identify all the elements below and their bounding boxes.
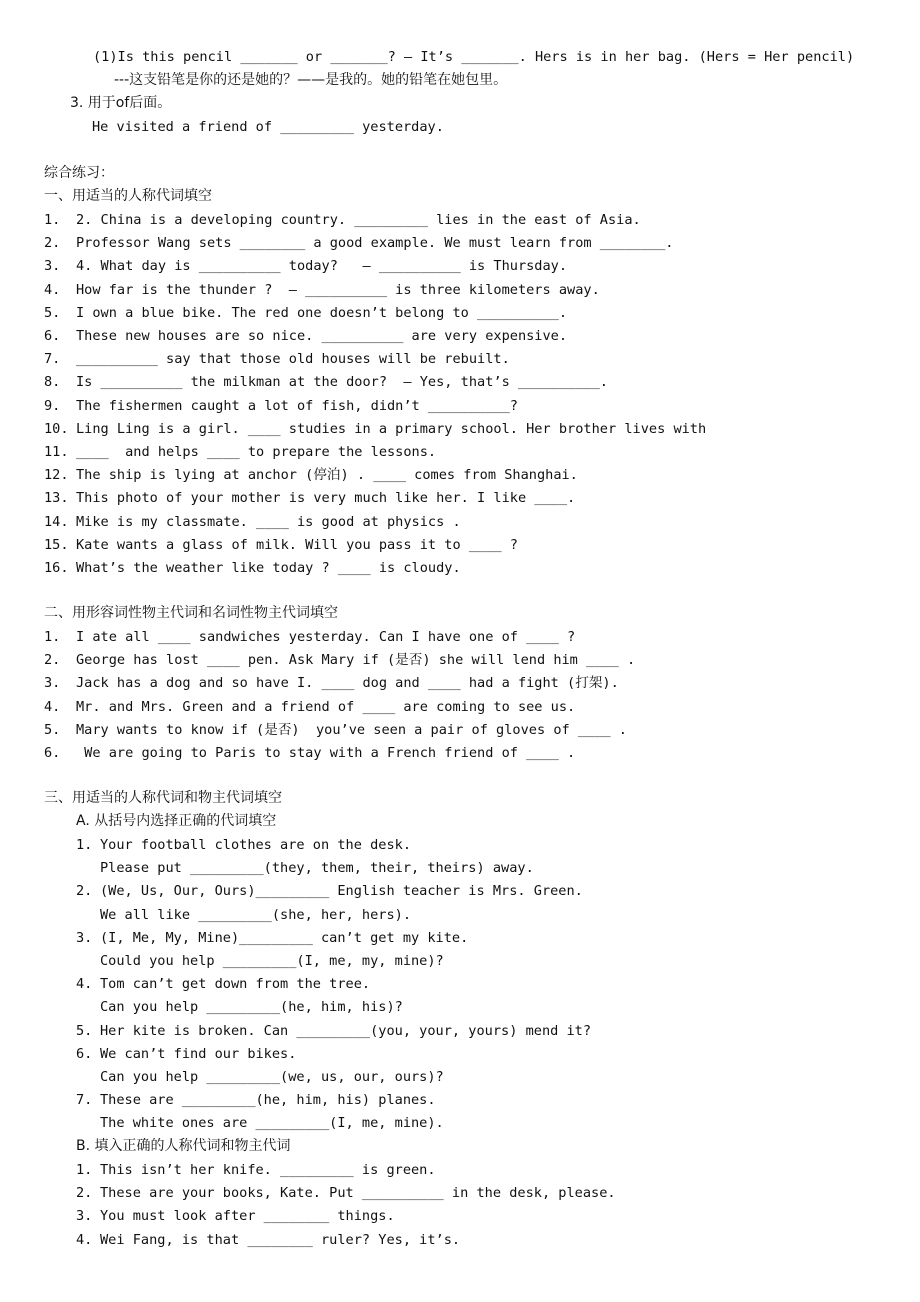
list-item: George has lost ____ pen. Ask Mary if (是否) she will lend him ____ . (76, 652, 636, 669)
list-item-number: 3. (44, 258, 61, 275)
list-item-number: 16. (44, 560, 69, 576)
list-item: Is __________ the milkman at the door? — Yes, that’s __________. (76, 374, 608, 391)
list-item: ____ and helps ____ to prepare the lessons. (76, 444, 437, 460)
list-item: Her kite is broken. Can _________(you, your, yours) mend it? (100, 1022, 592, 1039)
list-item-number: 3. (76, 1208, 93, 1225)
top-line-4: He visited a friend of _________ yesterday. (92, 119, 444, 135)
section3-partb-title: B. 填入正确的人称代词和物主代词 (76, 1138, 291, 1154)
list-item: __________ say that those old houses will be rebuilt. (76, 351, 510, 368)
list-item-continuation: Can you help _________(we, us, our, ours)? (100, 1069, 444, 1085)
list-item-number: 12. (44, 467, 69, 484)
list-item-continuation: Could you help _________(I, me, my, mine)? (100, 953, 444, 969)
list-item-number: 6. (76, 1045, 93, 1062)
list-item: Your football clothes are on the desk. (100, 837, 411, 853)
list-item-number: 6. (44, 745, 61, 761)
list-item: The ship is lying at anchor (停泊) . ____ comes from Shanghai. (76, 467, 578, 484)
list-item: Mike is my classmate. ____ is good at physics . (76, 513, 461, 530)
list-item: Ling Ling is a girl. ____ studies in a primary school. Her brother lives with (76, 420, 707, 437)
list-item-continuation: The white ones are _________(I, me, mine). (100, 1115, 444, 1132)
list-item-number: 7. (76, 1092, 93, 1109)
list-item-number: 3. (44, 675, 61, 692)
list-item-number: 1. (76, 837, 93, 853)
list-item: We are going to Paris to stay with a French friend of ____ . (76, 745, 576, 761)
top-line-1: (1)Is this pencil _______ or _______? — It’s _______. Hers is in her bag. (Hers = Her pencil) (93, 49, 855, 65)
list-item-number: 3. (76, 929, 93, 946)
list-item-number: 14. (44, 513, 69, 530)
list-item-number: 2. (76, 1185, 93, 1202)
list-item: Kate wants a glass of milk. Will you pass it to ____ ? (76, 536, 518, 553)
list-item-number: 2. (44, 652, 61, 669)
list-item: Wei Fang, is that ________ ruler? Yes, it’s. (100, 1231, 461, 1248)
list-item-number: 10. (44, 420, 69, 437)
list-item: Jack has a dog and so have I. ____ dog and ____ had a fight (打架). (76, 675, 619, 692)
list-item-number: 11. (44, 444, 69, 460)
list-item-number: 2. (76, 883, 93, 900)
list-item: Mr. and Mrs. Green and a friend of ____ are coming to see us. (76, 698, 576, 715)
section3-parta-title: A. 从括号内选择正确的代词填空 (76, 813, 277, 829)
list-item-number: 4. (44, 281, 61, 298)
list-item-number: 9. (44, 397, 61, 414)
list-item: These new houses are so nice. __________ are very expensive. (76, 328, 568, 344)
section1-title: 一、用适当的人称代词填空 (44, 188, 212, 204)
list-item-number: 15. (44, 536, 69, 553)
list-item-number: 1. (44, 212, 61, 228)
practice-title: 综合练习： (44, 165, 114, 181)
list-item: 4. What day is __________ today? — __________ is Thursday. (76, 258, 568, 275)
list-item-number: 5. (44, 721, 61, 738)
list-item-number: 4. (44, 698, 61, 715)
list-item: (I, Me, My, Mine)_________ can’t get my kite. (100, 929, 469, 946)
list-item: This isn’t her knife. _________ is green. (100, 1162, 436, 1178)
list-item: How far is the thunder ? — __________ is three kilometers away. (76, 281, 600, 298)
list-item: (We, Us, Our, Ours)_________ English teacher is Mrs. Green. (100, 883, 583, 900)
list-item-number: 5. (44, 304, 61, 321)
list-item-number: 6. (44, 328, 61, 344)
list-item: 2. China is a developing country. _________ lies in the east of Asia. (76, 212, 641, 228)
list-item-number: 1. (44, 629, 61, 645)
list-item: This photo of your mother is very much like her. I like ____. (76, 490, 576, 507)
list-item: You must look after ________ things. (100, 1208, 395, 1225)
list-item: Professor Wang sets ________ a good example. We must learn from ________. (76, 235, 674, 252)
list-item-number: 8. (44, 374, 61, 391)
list-item: Mary wants to know if (是否) you’ve seen a pair of gloves of ____ . (76, 721, 627, 738)
list-item-continuation: We all like _________(she, her, hers). (100, 906, 411, 923)
list-item-number: 1. (76, 1162, 93, 1178)
list-item-number: 4. (76, 976, 93, 993)
list-item-number: 4. (76, 1231, 93, 1248)
list-item-number: 13. (44, 490, 69, 507)
list-item: These are your books, Kate. Put __________ in the desk, please. (100, 1185, 616, 1202)
list-item: The fishermen caught a lot of fish, didn’t __________? (76, 397, 518, 414)
section2-title: 二、用形容词性物主代词和名词性物主代词填空 (44, 605, 338, 621)
list-item-continuation: Can you help _________(he, him, his)? (100, 999, 403, 1016)
list-item: I own a blue bike. The red one doesn’t belong to __________. (76, 304, 568, 321)
list-item: I ate all ____ sandwiches yesterday. Can I have one of ____ ? (76, 629, 576, 645)
list-item-number: 5. (76, 1022, 93, 1039)
section3-title: 三、用适当的人称代词和物主代词填空 (44, 790, 282, 806)
list-item: Tom can’t get down from the tree. (100, 976, 371, 993)
list-item-number: 7. (44, 351, 61, 368)
list-item-number: 2. (44, 235, 61, 252)
list-item: What’s the weather like today ? ____ is cloudy. (76, 560, 461, 576)
top-line-3: 3. 用于of后面。 (70, 95, 172, 111)
list-item-continuation: Please put _________(they, them, their, theirs) away. (100, 860, 534, 877)
list-item: These are _________(he, him, his) planes. (100, 1092, 436, 1109)
list-item: We can’t find our bikes. (100, 1045, 297, 1062)
top-line-2: ---这支铅笔是你的还是她的？——是我的。她的铅笔在她包里。 (114, 72, 508, 88)
